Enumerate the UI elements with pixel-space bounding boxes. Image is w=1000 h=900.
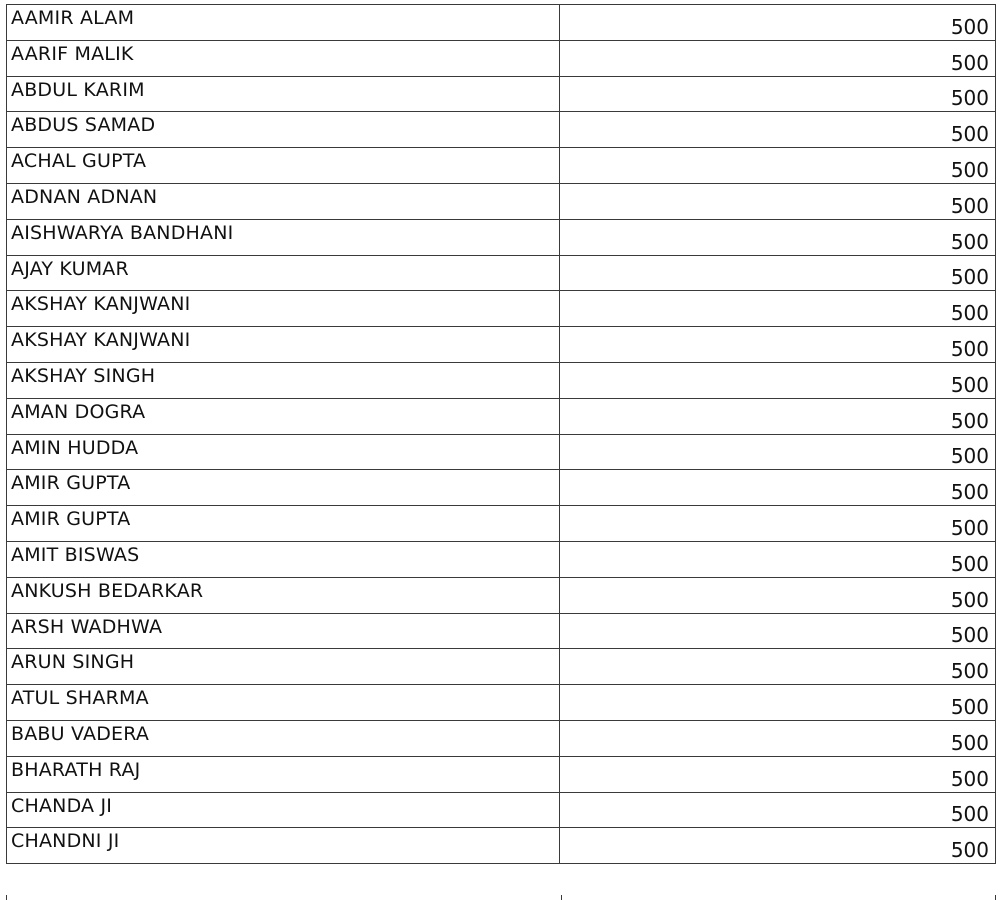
- table-row: [7, 828, 996, 864]
- name-cell[interactable]: ACHAL GUPTA: [7, 148, 560, 184]
- table-row: [7, 685, 996, 721]
- name-cell[interactable]: AAMIR ALAM: [7, 5, 560, 41]
- amount-cell[interactable]: 500: [560, 5, 996, 41]
- table-row: [7, 792, 996, 828]
- name-cell[interactable]: CHANDNI JI: [7, 828, 560, 864]
- table-row: [7, 577, 996, 613]
- name-cell[interactable]: ADNAN ADNAN: [7, 183, 560, 219]
- amount-cell[interactable]: 500: [560, 685, 996, 721]
- spreadsheet-body: [7, 5, 996, 864]
- name-cell[interactable]: CHANDA JI: [7, 792, 560, 828]
- amount-cell[interactable]: 500: [560, 327, 996, 363]
- name-cell[interactable]: ARSH WADHWA: [7, 613, 560, 649]
- table-row: [7, 291, 996, 327]
- table-row: [7, 362, 996, 398]
- name-cell[interactable]: AMIR GUPTA: [7, 506, 560, 542]
- table-row: [7, 756, 996, 792]
- table-row: [7, 470, 996, 506]
- amount-cell[interactable]: 500: [560, 792, 996, 828]
- table-row: [7, 327, 996, 363]
- table-row: [7, 541, 996, 577]
- amount-cell[interactable]: 500: [560, 40, 996, 76]
- column-divider: [561, 895, 562, 900]
- amount-cell[interactable]: 500: [560, 219, 996, 255]
- table-row: [7, 219, 996, 255]
- name-cell[interactable]: AMIN HUDDA: [7, 434, 560, 470]
- amount-cell[interactable]: 500: [560, 434, 996, 470]
- amount-cell[interactable]: 500: [560, 398, 996, 434]
- next-row-edge: [6, 895, 996, 900]
- name-cell[interactable]: AISHWARYA BANDHANI: [7, 219, 560, 255]
- name-cell[interactable]: AKSHAY SINGH: [7, 362, 560, 398]
- amount-cell[interactable]: 500: [560, 649, 996, 685]
- table-row: [7, 613, 996, 649]
- amount-cell[interactable]: 500: [560, 148, 996, 184]
- amount-cell[interactable]: 500: [560, 291, 996, 327]
- amount-cell[interactable]: 500: [560, 720, 996, 756]
- table-row: [7, 506, 996, 542]
- amount-cell[interactable]: 500: [560, 828, 996, 864]
- table-row: [7, 255, 996, 291]
- name-cell[interactable]: AMAN DOGRA: [7, 398, 560, 434]
- name-cell[interactable]: AJAY KUMAR: [7, 255, 560, 291]
- amount-cell[interactable]: 500: [560, 183, 996, 219]
- table-row: [7, 434, 996, 470]
- amount-cell[interactable]: 500: [560, 541, 996, 577]
- table-row: [7, 649, 996, 685]
- name-cell[interactable]: AKSHAY KANJWANI: [7, 291, 560, 327]
- name-cell[interactable]: AKSHAY KANJWANI: [7, 327, 560, 363]
- amount-cell[interactable]: 500: [560, 76, 996, 112]
- amount-cell[interactable]: 500: [560, 613, 996, 649]
- table-row: [7, 76, 996, 112]
- table-row: [7, 398, 996, 434]
- table-row: [7, 40, 996, 76]
- table-row: [7, 5, 996, 41]
- name-cell[interactable]: BHARATH RAJ: [7, 756, 560, 792]
- amount-cell[interactable]: 500: [560, 362, 996, 398]
- table-row: [7, 720, 996, 756]
- name-cell[interactable]: BABU VADERA: [7, 720, 560, 756]
- amount-cell[interactable]: 500: [560, 112, 996, 148]
- amount-cell[interactable]: 500: [560, 506, 996, 542]
- name-cell[interactable]: ATUL SHARMA: [7, 685, 560, 721]
- right-border: [995, 895, 996, 900]
- table-row: [7, 183, 996, 219]
- name-cell[interactable]: AMIT BISWAS: [7, 541, 560, 577]
- name-cell[interactable]: ANKUSH BEDARKAR: [7, 577, 560, 613]
- table-row: [7, 112, 996, 148]
- table-row: [7, 148, 996, 184]
- amount-cell[interactable]: 500: [560, 756, 996, 792]
- name-cell[interactable]: ABDUL KARIM: [7, 76, 560, 112]
- name-cell[interactable]: ARUN SINGH: [7, 649, 560, 685]
- amount-cell[interactable]: 500: [560, 577, 996, 613]
- spreadsheet-table: [6, 4, 996, 864]
- name-cell[interactable]: AMIR GUPTA: [7, 470, 560, 506]
- name-cell[interactable]: AARIF MALIK: [7, 40, 560, 76]
- name-cell[interactable]: ABDUS SAMAD: [7, 112, 560, 148]
- amount-cell[interactable]: 500: [560, 470, 996, 506]
- amount-cell[interactable]: 500: [560, 255, 996, 291]
